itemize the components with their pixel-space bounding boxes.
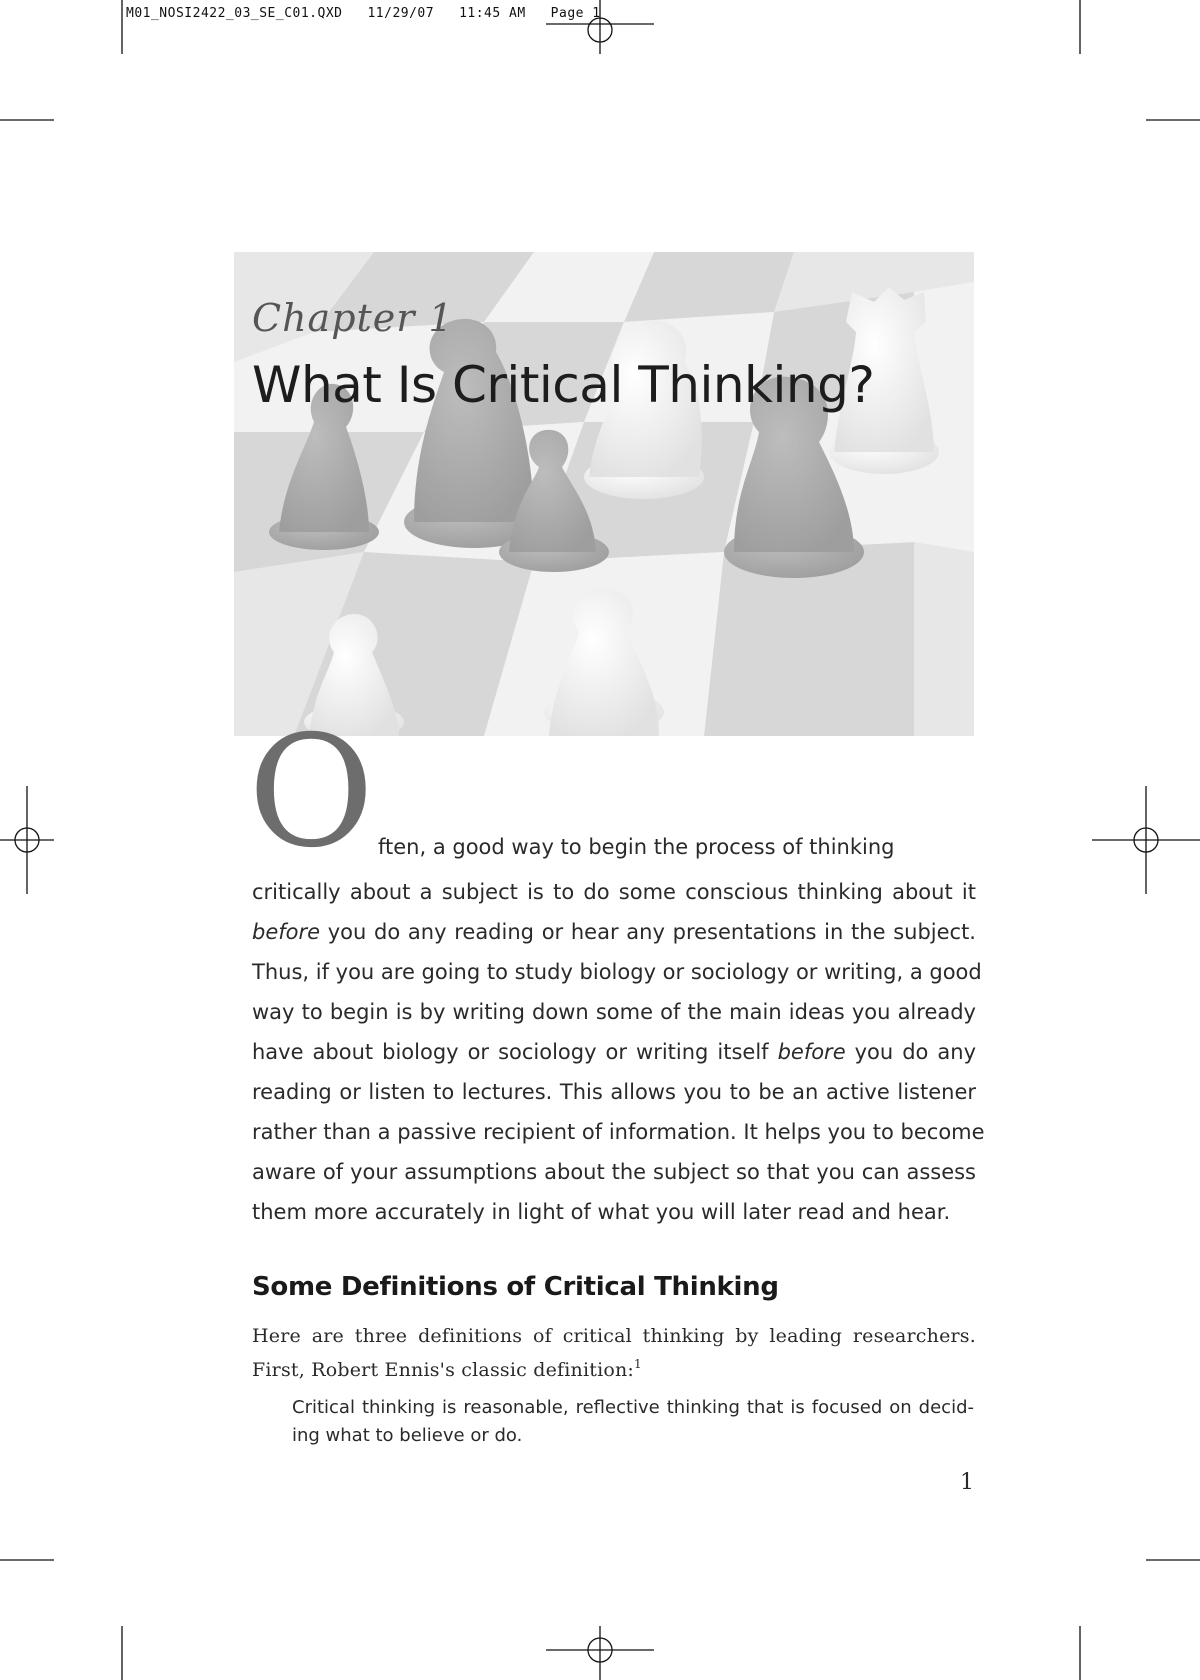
quote-line: ing what to believe or do.	[292, 1425, 523, 1446]
paragraph-line	[252, 1192, 976, 1232]
paragraph-line	[252, 1032, 976, 1072]
paragraph-line	[252, 1072, 976, 1112]
registration-mark-left	[0, 786, 54, 894]
paragraph-line	[252, 952, 982, 992]
opening-paragraph	[252, 872, 985, 1232]
registration-mark-right	[1092, 786, 1200, 894]
drop-cap: O	[248, 703, 375, 882]
opening-first-line: ften, a good way to begin the process of thinking	[378, 835, 895, 859]
registration-mark-bottom	[546, 1626, 654, 1680]
printer-slug: M01_NOSI2422_03_SE_C01.QXD 11/29/07 11:45 AM Page 1	[126, 6, 601, 21]
emphasis-text: before	[252, 920, 321, 944]
section-heading: Some Definitions of Critical Thinking	[252, 1272, 779, 1302]
paragraph-line	[252, 992, 976, 1032]
chapter-label: Chapter 1	[252, 296, 454, 340]
line-text: aware of your assumptions about the subject so that you can assess	[252, 1160, 976, 1184]
paragraph-line	[252, 872, 976, 912]
quote-line: Critical thinking is reasonable, reflective thinking that is focused on decid-	[292, 1397, 974, 1418]
emphasis-text: before	[777, 1040, 846, 1064]
footnote-ref[interactable]: 1	[634, 1357, 642, 1371]
block-quote	[292, 1394, 974, 1450]
chapter-title: What Is Critical Thinking?	[252, 356, 875, 414]
intro-line	[252, 1350, 976, 1384]
paragraph-line	[252, 1152, 976, 1192]
line-text: you do any reading or hear any presentations in the subject.	[320, 920, 976, 944]
line-text: Thus, if you are going to study biology or sociology or writing, a good	[252, 960, 982, 984]
line-text: way to begin is by writing down some of the main ideas you already	[252, 1000, 976, 1024]
line-text: them more accurately in light of what you will later read and hear.	[252, 1200, 951, 1224]
line-text: rather than a passive recipient of information. It helps you to become	[252, 1120, 985, 1144]
intro-line: Here are three definitions of critical thinking by leading researchers.	[252, 1325, 976, 1347]
section-intro	[252, 1322, 976, 1384]
line-text: reading or listen to lectures. This allows you to be an active listener	[252, 1080, 976, 1104]
line-text: you do any	[845, 1040, 976, 1064]
page-number: 1	[960, 1470, 974, 1495]
intro-line-text: First, Robert Ennis's classic definition:	[252, 1359, 635, 1381]
registration-mark-top	[546, 0, 654, 54]
paragraph-line	[252, 1112, 985, 1152]
line-text: critically about a subject is to do some conscious thinking about it	[252, 880, 976, 904]
line-text: have about biology or sociology or writing itself	[252, 1040, 778, 1064]
paragraph-line	[252, 912, 976, 952]
